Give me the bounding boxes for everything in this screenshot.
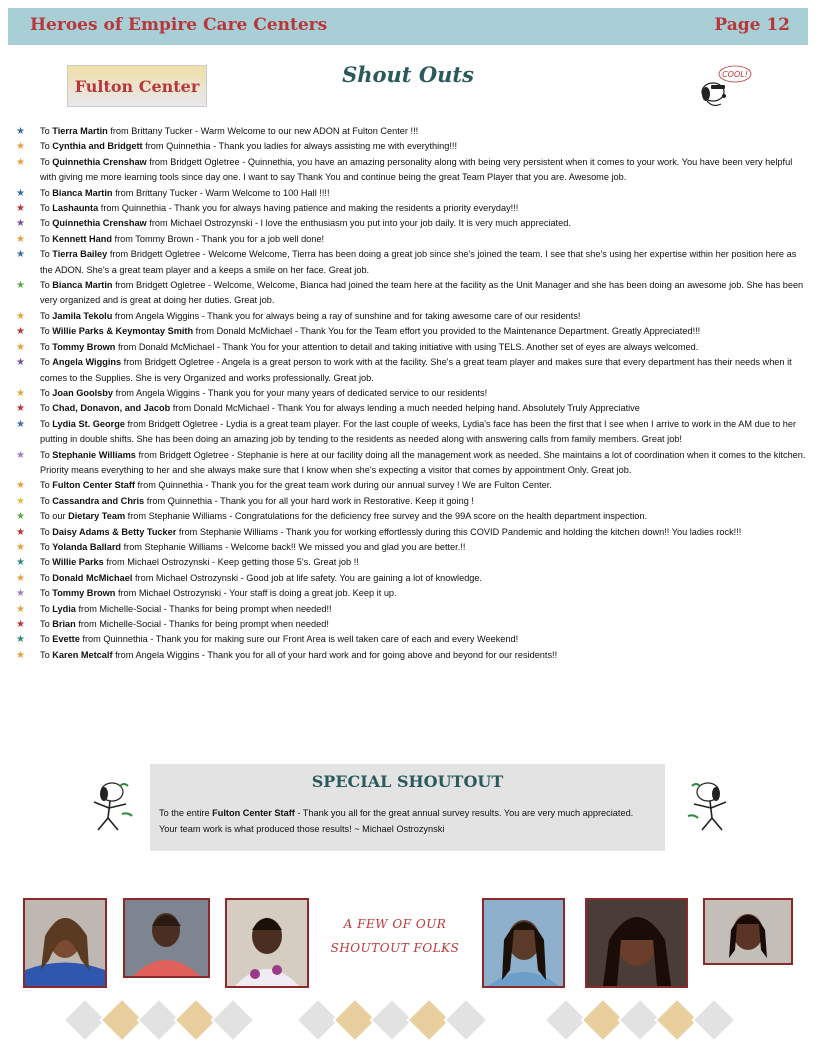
- shoutout-item: ★ To Jamila Tekolu from Angela Wiggins - Thank you for always being a ray of sunshine and for taking awesome care of our residents!: [14, 309, 808, 324]
- shoutout-message: from Quinnethia - Thank you for all your hard work in Restorative. Keep it going !: [144, 495, 474, 506]
- shoutout-item: ★ To Brian from Michelle-Social - Thanks for being prompt when needed!: [14, 617, 808, 632]
- shoutout-item: ★ To Willie Parks & Keymontay Smith from Donald McMichael - Thank You for the Team effort you provided to the Maintenance Department. Greatly Appreciated!!!: [14, 324, 808, 339]
- recipient-name: Daisy Adams & Betty Tucker: [52, 526, 177, 537]
- shoutout-message: from Angela Wiggins - Thank you for your many years of dedicated service to our residents!: [113, 387, 488, 398]
- star-icon: ★: [16, 326, 25, 338]
- shoutout-message: from Michael Ostrozynski - Your staff is doing a great job. Keep it up.: [115, 588, 397, 599]
- staff-photo: [482, 898, 565, 988]
- recipient-name: Karen Metcalf: [52, 649, 113, 660]
- recipient-name: Tommy Brown: [52, 341, 116, 352]
- recipient-name: Bianca Martin: [52, 280, 113, 291]
- shoutout-item: ★ To Angela Wiggins from Bridgett Ogletree - Angela is a great person to work with at the facility. She's a great team player and makes sure that every department has their needs when it comes to the Supplies. She is very Organized and works professionally. Great job.: [16, 357, 792, 383]
- recipient-name: Fulton Center Staff: [52, 480, 135, 491]
- star-icon: ★: [16, 357, 25, 369]
- recipient-name: Willie Parks & Keymontay Smith: [52, 326, 194, 337]
- recipient-name: Willie Parks: [52, 557, 104, 568]
- star-icon: ★: [16, 310, 25, 322]
- star-icon: ★: [16, 126, 25, 137]
- star-icon: ★: [16, 526, 25, 538]
- shoutout-message: from Bridgett Ogletree - Stephanie is here at our facility doing all the management work as needed. She maintains a lot of coordination when it comes to the kitchen. Priority means everything to her and she always make sure that I know when she's expecting a visitor that comes by appointment Only. Great job.: [40, 449, 806, 475]
- decorative-diamonds: [295, 997, 495, 1047]
- recipient-name: Cynthia and Bridgett: [52, 141, 143, 152]
- star-icon: ★: [16, 280, 25, 292]
- shoutout-message: from Michelle-Social - Thanks for being prompt when needed!!: [75, 603, 332, 614]
- star-icon: ★: [16, 557, 25, 569]
- shoutout-message: from Donald McMichael - Thank You for the Team effort you provided to the Maintenance Department. Greatly Appreciated!!!: [193, 326, 701, 337]
- star-icon: ★: [16, 619, 25, 630]
- shoutout-message: from Bridgett Ogletree - Angela is a great person to work with at the facility. She's a great team player and makes sure that every department has their needs when it comes to the Supplies. She is very Organized and works professionally. Great job.: [40, 357, 792, 383]
- shoutout-message: from Michael Ostrozynski - Keep getting those 5's. Great job !!: [103, 557, 359, 568]
- shoutout-item: ★ To Lydia from Michelle-Social - Thanks for being prompt when needed!!: [14, 602, 808, 617]
- star-icon: ★: [16, 218, 25, 230]
- shoutout-message: from Stephanie Williams - Congratulations for the deficiency free survey and the 99A score on the health department inspection.: [125, 511, 648, 522]
- page-number: Page 12: [714, 15, 790, 35]
- shoutout-message: from Brittany Tucker - Warm Welcome to 100 Hall !!!!: [112, 187, 330, 198]
- staff-photo: [23, 898, 107, 988]
- star-icon: ★: [16, 603, 25, 615]
- shoutout-item: ★ To Yolanda Ballard from Stephanie Williams - Welcome back!! We missed you and glad you are better.!!: [14, 540, 808, 555]
- decorative-diamonds: [62, 997, 262, 1047]
- star-icon: ★: [16, 156, 25, 168]
- star-icon: ★: [16, 403, 25, 415]
- recipient-name: Cassandra and Chris: [52, 495, 145, 506]
- shoutout-item: ★ To Lydia St. George from Bridgett Ogletree - Lydia is a great team player. For the last couple of weeks, Lydia's face has been the first that I see when I arrive to work in the AM due to her putting in double shifts. She has been doing an amazing job by tending to the residents as needed along with answering calls from family members. Great job!: [16, 418, 797, 445]
- recipient-name: Lydia: [52, 603, 76, 614]
- shoutout-item: ★ To Bianca Martin from Brittany Tucker - Warm Welcome to 100 Hall !!!!: [14, 186, 808, 201]
- shoutout-message: from Quinnethia - Thank you ladies for always assisting me with everything!!!: [142, 141, 458, 152]
- star-icon: ★: [16, 572, 25, 584]
- shoutout-message: from Bridgett Ogletree - Quinnethia, you have an amazing personality along with being very persistent when it comes to your work. You have been very helpful with giving me more learning tools since day one. I want to say Thank You and continue being the great Team Player that you are. Awesome job.: [40, 156, 793, 183]
- star-icon: ★: [16, 341, 25, 353]
- folks-caption: A FEW OF OUR SHOUTOUT FOLKS: [330, 917, 460, 955]
- star-icon: ★: [16, 480, 25, 492]
- star-icon: ★: [16, 418, 25, 430]
- shoutout-message: from Michael Ostrozynski - I love the enthusiasm you put into your job daily. It is very much appreciated.: [146, 218, 571, 229]
- star-icon: ★: [16, 187, 25, 199]
- recipient-name: Tierra Bailey: [52, 249, 108, 260]
- star-icon: ★: [16, 141, 25, 153]
- shoutout-item: ★ To Willie Parks from Michael Ostrozynski - Keep getting those 5's. Great job !!: [14, 555, 808, 570]
- shoutout-item: ★ To Stephanie Williams from Bridgett Ogletree - Stephanie is here at our facility doing all the management work as needed. She maintains a lot of coordination when it comes to the kitchen. Priority means everything to her and she always make sure that I know when she's expecting a visitor that comes by appointment Only. Great job.: [16, 449, 806, 475]
- star-icon: ★: [16, 511, 25, 523]
- star-icon: ★: [16, 588, 25, 600]
- shoutout-item: ★ To Kennett Hand from Tommy Brown - Thank you for a job well done!: [14, 232, 808, 247]
- recipient-name: Chad, Donavon, and Jacob: [52, 403, 171, 414]
- shoutout-item: ★ To Donald McMichael from Michael Ostrozynski - Good job at life safety. You are gaining a lot of knowledge.: [14, 571, 808, 586]
- shoutout-message: from Bridgett Ogletree - Welcome, Welcome, Bianca had joined the team here at the facility as the Unit Manager and she has been doing an awesome job. She has been very organized and is great at doing her duties. Great job.: [40, 280, 804, 306]
- shoutout-item: ★ To Daisy Adams & Betty Tucker from Stephanie Williams - Thank you for working effortlessly during this COVID Pandemic and holding the kitchen down!! You ladies rock!!!: [14, 525, 808, 540]
- shoutout-message: from Michelle-Social - Thanks for being prompt when needed!: [75, 619, 329, 629]
- shoutout-item: ★ To Cynthia and Bridgett from Quinnethia - Thank you ladies for always assisting me with everything!!!: [14, 139, 808, 154]
- shoutout-item: ★ To Karen Metcalf from Angela Wiggins - Thank you for all of your hard work and for going above and beyond for our residents!!: [14, 648, 808, 663]
- recipient-name: Dietary Team: [68, 511, 126, 522]
- recipient-name: Brian: [52, 619, 76, 629]
- shoutout-message: from Donald McMichael - Thank You for your attention to detail and taking initiative with using TELS. Another set of eyes are always welcomed.: [115, 341, 699, 352]
- snoopy-dancing-icon: [680, 778, 738, 836]
- shoutout-item: ★ To Fulton Center Staff from Quinnethia - Thank you for the great team work during our annual survey ! We are Fulton Center.: [14, 478, 808, 493]
- recipient-name: Donald McMichael: [52, 572, 133, 583]
- recipient-name: Stephanie Williams: [52, 449, 136, 460]
- shoutout-message: from Quinnethia - Thank you for the great team work during our annual survey ! We are Fulton Center.: [134, 480, 552, 491]
- newsletter-title: Heroes of Empire Care Centers: [30, 15, 328, 35]
- shoutout-item: ★ To Tierra Martin from Brittany Tucker - Warm Welcome to our new ADON at Fulton Center !!!: [14, 124, 808, 139]
- shoutout-message: from Brittany Tucker - Warm Welcome to our new ADON at Fulton Center !!!: [107, 126, 419, 136]
- star-icon: ★: [16, 249, 25, 261]
- staff-photo: [123, 898, 210, 978]
- special-shoutout-text: To the entire Fulton Center Staff - Thank you all for the great annual survey results. You are very much appreciated. Your team work is what produced those results! ~ Michael Ostrozynski: [159, 808, 634, 834]
- header-bar: [8, 8, 808, 45]
- recipient-name: Yolanda Ballard: [52, 541, 122, 552]
- decorative-diamonds: [543, 997, 743, 1047]
- snoopy-dancing-icon: [82, 778, 140, 836]
- shoutout-item: ★ To Evette from Quinnethia - Thank you for making sure our Front Area is well taken care of each and every Weekend!: [14, 632, 808, 647]
- recipient-name: Angela Wiggins: [52, 357, 122, 368]
- star-icon: ★: [16, 634, 25, 646]
- shoutout-item: ★ To Chad, Donavon, and Jacob from Donald McMichael - Thank You for always lending a much needed helping hand. Absolutely Truly Appreciative: [14, 401, 808, 416]
- star-icon: ★: [16, 649, 25, 661]
- shoutout-list: [14, 124, 808, 663]
- shoutout-item: ★ To Joan Goolsby from Angela Wiggins - Thank you for your many years of dedicated service to our residents!: [14, 386, 808, 401]
- special-shoutout-title: SPECIAL SHOUTOUT: [311, 772, 504, 791]
- staff-photo: [703, 898, 793, 965]
- shoutout-message: from Angela Wiggins - Thank you for always being a ray of sunshine and for taking awesome care of our residents!: [112, 310, 581, 321]
- shoutout-message: from Michael Ostrozynski - Good job at life safety. You are gaining a lot of knowledge.: [132, 572, 483, 583]
- shoutout-item: ★ To Tommy Brown from Donald McMichael - Thank You for your attention to detail and taking initiative with using TELS. Another set of eyes are always welcomed.: [14, 340, 808, 355]
- recipient-name: Bianca Martin: [52, 187, 113, 198]
- staff-photo: [585, 898, 688, 988]
- star-icon: ★: [16, 541, 25, 553]
- shoutout-message: from Angela Wiggins - Thank you for all of your hard work and for going above and beyond for our residents!!: [112, 649, 558, 660]
- cool-label: COOL!: [722, 70, 748, 79]
- staff-photo: [225, 898, 309, 988]
- star-icon: ★: [16, 233, 25, 245]
- recipient-name: Joan Goolsby: [52, 387, 114, 398]
- recipient-name: Jamila Tekolu: [52, 310, 113, 321]
- shoutout-item: ★ To Quinnethia Crenshaw from Michael Ostrozynski - I love the enthusiasm you put into your job daily. It is very much appreciated.: [14, 216, 808, 231]
- shoutout-item: ★ To Lashaunta from Quinnethia - Thank you for always having patience and making the residents a priority everyday!!!: [14, 201, 808, 216]
- recipient-name: Tommy Brown: [52, 588, 116, 599]
- recipient-name: Tierra Martin: [52, 126, 108, 136]
- shoutout-message: from Stephanie Williams - Welcome back!! We missed you and glad you are better.!!: [121, 541, 466, 552]
- recipient-name: Quinnethia Crenshaw: [52, 218, 147, 229]
- shoutout-message: from Donald McMichael - Thank You for always lending a much needed helping hand. Absolutely Truly Appreciative: [170, 403, 640, 414]
- recipient-name: Kennett Hand: [52, 233, 112, 244]
- shoutout-message: from Quinnethia - Thank you for always having patience and making the residents a priority everyday!!!: [98, 203, 519, 214]
- snoopy-cool-icon: [697, 64, 753, 110]
- star-icon: ★: [16, 449, 25, 461]
- star-icon: ★: [16, 387, 25, 399]
- shoutout-message: from Bridgett Ogletree - Welcome Welcome, Tierra has been doing a great job since she's joined the team. I see that she's using her expertise within her position here as the ADON. She's a great team player and a keeps a smile on her face. Great job.: [40, 249, 797, 275]
- shoutout-message: from Stephanie Williams - Thank you for working effortlessly during this COVID Pandemic and holding the kitchen down!! You ladies rock!!!: [176, 526, 742, 537]
- shoutout-message: from Tommy Brown - Thank you for a job well done!: [111, 233, 325, 244]
- shoutout-item: ★ To Cassandra and Chris from Quinnethia - Thank you for all your hard work in Restorative. Keep it going !: [14, 494, 808, 509]
- star-icon: ★: [16, 495, 25, 507]
- shoutout-item: ★ To Quinnethia Crenshaw from Bridgett Ogletree - Quinnethia, you have an amazing personality along with being very persistent when it comes to your work. You have been very helpful with giving me more learning tools since day one. I want to say Thank You and continue being the great Team Player that you are. Awesome job.: [16, 156, 793, 183]
- shoutout-message: from Quinnethia - Thank you for making sure our Front Area is well taken care of each and every Weekend!: [79, 634, 519, 645]
- section-title: Shout Outs: [342, 62, 474, 87]
- shoutout-message: from Bridgett Ogletree - Lydia is a great team player. For the last couple of weeks, Lydia's face has been the first that I see when I arrive to work in the AM due to her putting in double shifts. She has been doing an amazing job by tending to the residents as needed along with answering calls from family members. Great job!: [40, 418, 797, 445]
- recipient-name: Lashaunta: [52, 203, 99, 214]
- shoutout-item: ★ To Bianca Martin from Bridgett Ogletree - Welcome, Welcome, Bianca had joined the team here at the facility as the Unit Manager and she has been doing an awesome job. She has been very organized and is great at doing her duties. Great job.: [16, 280, 804, 306]
- recipient-name: Quinnethia Crenshaw: [52, 156, 147, 167]
- center-badge: Fulton Center: [67, 65, 207, 107]
- special-shoutout-box: [150, 764, 665, 851]
- recipient-name: Evette: [52, 634, 80, 645]
- shoutout-item: ★ To our Dietary Team from Stephanie Williams - Congratulations for the deficiency free survey and the 99A score on the health department inspection.: [14, 509, 808, 524]
- recipient-name: Lydia St. George: [52, 418, 125, 429]
- star-icon: ★: [16, 203, 25, 215]
- shoutout-item: ★ To Tierra Bailey from Bridgett Ogletree - Welcome Welcome, Tierra has been doing a great job since she's joined the team. I see that she's using her expertise within her position here as the ADON. She's a great team player and a keeps a smile on her face. Great job.: [16, 249, 797, 275]
- shoutout-item: ★ To Tommy Brown from Michael Ostrozynski - Your staff is doing a great job. Keep it up.: [14, 586, 808, 601]
